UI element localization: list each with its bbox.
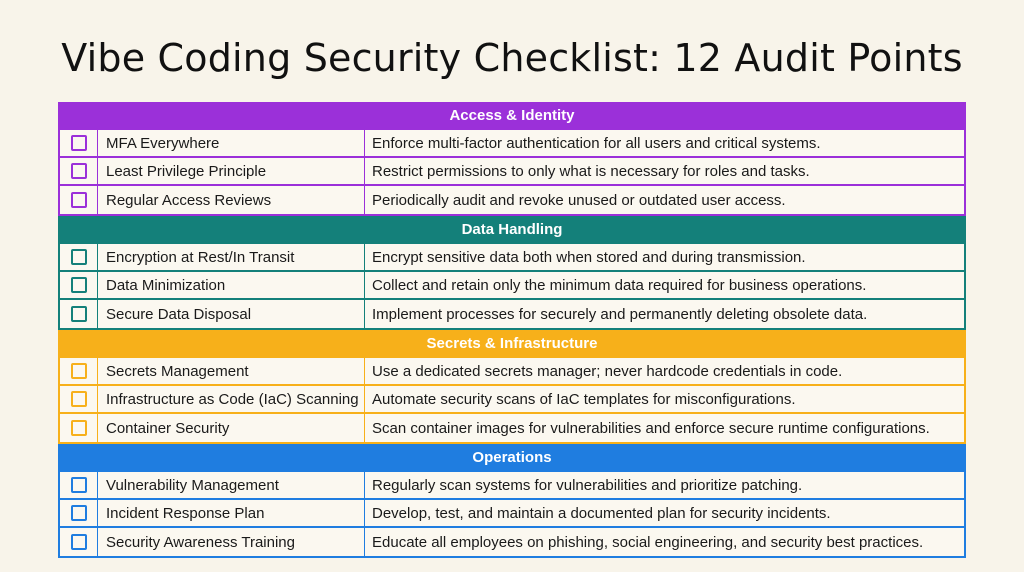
checkbox-cell: [60, 472, 98, 498]
checkbox-cell: [60, 528, 98, 556]
section-header: Data Handling: [58, 216, 966, 244]
checkbox-cell: [60, 414, 98, 442]
item-description: Use a dedicated secrets manager; never hardcode credentials in code.: [372, 362, 843, 380]
section-2: [58, 216, 966, 330]
checkbox[interactable]: [71, 135, 87, 151]
section-header: Secrets & Infrastructure: [58, 330, 966, 358]
item-label: Data Minimization: [98, 272, 365, 298]
item-description: Collect and retain only the minimum data required for business operations.: [372, 276, 867, 294]
item-label: MFA Everywhere: [98, 130, 365, 156]
checkbox[interactable]: [71, 420, 87, 436]
checkbox-cell: [60, 358, 98, 384]
section-4: [58, 444, 966, 558]
item-description: Scan container images for vulnerabilities and enforce secure runtime configurations.: [372, 419, 930, 437]
checkbox[interactable]: [71, 391, 87, 407]
section-1: [58, 102, 966, 216]
item-label: Vulnerability Management: [98, 472, 365, 498]
item-label: Security Awareness Training: [98, 528, 365, 556]
checkbox[interactable]: [71, 477, 87, 493]
item-description: Restrict permissions to only what is necessary for roles and tasks.: [372, 162, 810, 180]
checkbox[interactable]: [71, 534, 87, 550]
checkbox-cell: [60, 244, 98, 270]
checkbox-cell: [60, 186, 98, 214]
section-3: [58, 330, 966, 444]
checklist-row: [58, 158, 966, 186]
section-header: Operations: [58, 444, 966, 472]
checkbox-cell: [60, 158, 98, 184]
checkbox-cell: [60, 300, 98, 328]
item-description: Develop, test, and maintain a documented plan for security incidents.: [372, 504, 831, 522]
checklist-row: [58, 500, 966, 528]
checkbox[interactable]: [71, 306, 87, 322]
item-label: Container Security: [98, 414, 365, 442]
item-label: Secrets Management: [98, 358, 365, 384]
checkbox-cell: [60, 272, 98, 298]
item-description: Educate all employees on phishing, social engineering, and security best practices.: [372, 533, 924, 551]
checkbox-cell: [60, 500, 98, 526]
checkbox-cell: [60, 386, 98, 412]
checklist-row: [58, 300, 966, 330]
item-label: Least Privilege Principle: [98, 158, 365, 184]
checklist-row: [58, 272, 966, 300]
page-title: Vibe Coding Security Checklist: 12 Audit Points: [61, 36, 963, 80]
checkbox[interactable]: [71, 163, 87, 179]
item-description: Automate security scans of IaC templates for misconfigurations.: [372, 390, 796, 408]
item-description: Implement processes for securely and permanently deleting obsolete data.: [372, 305, 868, 323]
item-label: Regular Access Reviews: [98, 186, 365, 214]
checkbox[interactable]: [71, 277, 87, 293]
section-header: Access & Identity: [58, 102, 966, 130]
item-description: Encrypt sensitive data both when stored and during transmission.: [372, 248, 806, 266]
item-label: Encryption at Rest/In Transit: [98, 244, 365, 270]
checklist-row: [58, 130, 966, 158]
checklist-row: [58, 244, 966, 272]
checkbox[interactable]: [71, 363, 87, 379]
checklist-row: [58, 358, 966, 386]
checklist-row: [58, 528, 966, 558]
checkbox[interactable]: [71, 192, 87, 208]
item-description: Regularly scan systems for vulnerabilities and prioritize patching.: [372, 476, 803, 494]
checklist-row: [58, 472, 966, 500]
checkbox[interactable]: [71, 249, 87, 265]
checklist-table: [58, 102, 966, 558]
item-label: Incident Response Plan: [98, 500, 365, 526]
checkbox[interactable]: [71, 505, 87, 521]
checklist-row: [58, 186, 966, 216]
item-label: Infrastructure as Code (IaC) Scanning: [98, 386, 365, 412]
item-description: Periodically audit and revoke unused or outdated user access.: [372, 191, 786, 209]
item-description: Enforce multi-factor authentication for all users and critical systems.: [372, 134, 821, 152]
checklist-row: [58, 386, 966, 414]
item-label: Secure Data Disposal: [98, 300, 365, 328]
checkbox-cell: [60, 130, 98, 156]
checklist-row: [58, 414, 966, 444]
